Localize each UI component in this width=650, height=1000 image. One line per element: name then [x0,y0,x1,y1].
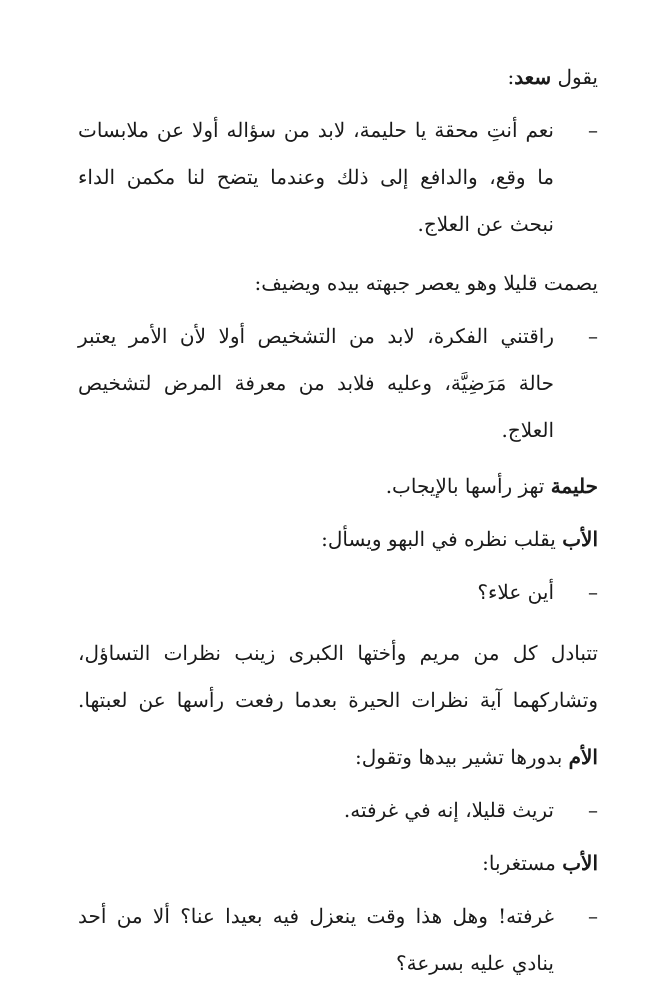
dialogue-line: تريث قليلا، إنه في غرفته. [343,798,554,822]
dialogue-line: ينادي عليه بسرعة؟ [396,951,554,975]
narration-line [355,741,598,773]
narration-line [321,523,598,555]
speaker-name: الأب [562,527,598,551]
dialogue-dash: – [588,118,598,142]
dialogue-dash: – [588,580,598,604]
speaker-name: الأب [562,851,598,875]
dialogue-dash: – [588,904,598,928]
narration-text: يقلب نظره في البهو ويسأل: [321,527,563,551]
dialogue-line: العلاج. [501,418,554,442]
narration-text: يقول [551,65,598,89]
narration-line: تتبادل كل من مريم وأختها الكبرى زينب نظرات التساؤل، [78,641,598,665]
speaker-name: حليمة [550,474,598,498]
narration-text: تهز رأسها بالإيجاب. [385,474,551,498]
narration-line [482,847,598,879]
speaker-line-saad [507,61,598,93]
dialogue-line: نبحث عن العلاج. [417,212,554,236]
speaker-name: سعد [514,65,552,89]
speaker-name: الأم [568,745,598,769]
narration-line: يصمت قليلا وهو يعصر جبهته بيده ويضيف: [254,271,598,295]
dialogue-dash: – [588,798,598,822]
dialogue-line: نعم أنتِ محقة يا حليمة، لابد من سؤاله أولا عن ملابسات [78,118,554,142]
colon: : [507,65,515,89]
dialogue-line: ما وقع، والدافع إلى ذلك وعندما يتضح لنا مكمن الداء [78,165,554,189]
narration-line [386,470,598,502]
narration-text: مستغربا: [482,851,563,875]
dialogue-line: حالة مَرَضِيَّة، وعليه فلابد من معرفة المرض لتشخيص [78,371,554,395]
dialogue-line: أين علاء؟ [477,580,554,604]
dialogue-dash: – [588,324,598,348]
narration-text: بدورها تشير بيدها وتقول: [355,745,569,769]
dialogue-line: راقتني الفكرة، لابد من التشخيص أولا لأن الأمر يعتبر [78,324,554,348]
narration-line: وتشاركهما آية نظرات الحيرة بعدما رفعت رأسها عن لعبتها. [78,688,598,712]
dialogue-line: غرفته! وهل هذا وقت ينعزل فيه بعيدا عنا؟ ألا من أحد [78,904,554,928]
